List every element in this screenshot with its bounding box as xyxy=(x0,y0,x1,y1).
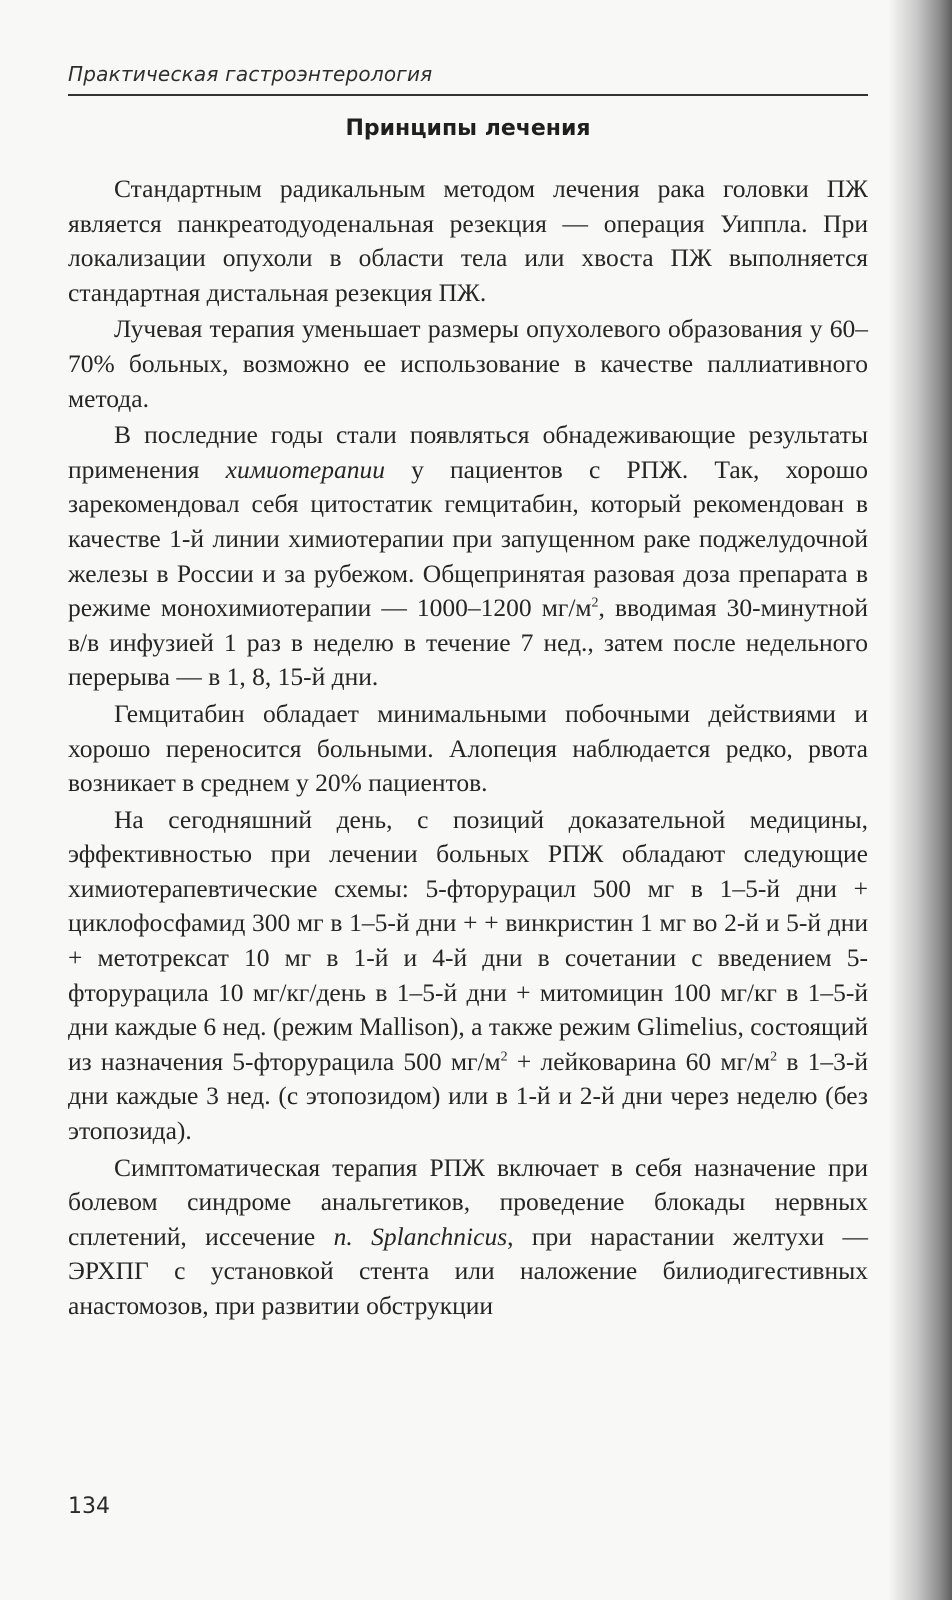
header-rule xyxy=(68,94,868,96)
superscript: 2 xyxy=(500,1049,508,1065)
body-text xyxy=(68,172,868,1326)
running-head: Практическая гастроэнтерология xyxy=(68,62,433,86)
spine-shadow xyxy=(888,0,952,1600)
text-run: , при нарастании желтухи — ЭРХПГ с установкой стента или наложение билиодигестивных анастомозов, при развитии обструкции xyxy=(68,1221,868,1320)
paragraph-surgery: Стандартным радикальным методом лечения рака головки ПЖ является панкреатодуоденальная резекция — операция Уиппла. При локализации опухоли в области тела или хвоста ПЖ выполняется стандартная дистальная резекция ПЖ. xyxy=(68,174,868,307)
italic-term: химиотерапии xyxy=(225,454,385,484)
paragraph-radiation: Лучевая терапия уменьшает размеры опухолевого образования у 60–70% больных, возможно ее использование в качестве паллиативного метода. xyxy=(68,314,868,413)
italic-term: n. Splanchnicus xyxy=(333,1221,508,1251)
paragraph-symptomatic xyxy=(68,1151,868,1324)
text-run: + лейковарина 60 мг/м xyxy=(507,1046,771,1076)
superscript: 2 xyxy=(770,1049,778,1065)
text-run: Симптоматическая терапия РПЖ включает в себя назначение при болевом синдроме анальгетиков, проведение блокады нервных сплетений, иссечение xyxy=(68,1152,868,1251)
paragraph-regimens xyxy=(68,803,868,1149)
text-run: В последние годы стали появляться обнадеживающие результаты применения xyxy=(68,420,868,484)
section-title: Принципы лечения xyxy=(345,116,591,141)
superscript: 2 xyxy=(591,595,599,611)
text-run: в 1–3-й дни каждые 3 нед. (с этопозидом) или в 1-й и 2-й дни через неделю (без этопозида). xyxy=(68,1046,868,1146)
text-run: , вводимая 30-минутной в/в инфузией 1 раз в неделю в течение 7 нед., затем после недельного перерыва — в 1, 8, 15-й дни. xyxy=(68,593,868,692)
paragraph-gemcitabine: Гемцитабин обладает минимальными побочными действиями и хорошо переносится больными. Алопеция наблюдается редко, рвота возникает в среднем у 20% пациентов. xyxy=(68,698,868,798)
text-run: На сегодняшний день, с позиций доказательной медицины, эффективностью при лечении больных РПЖ обладают следующие химиотерапевтические схемы: 5-фторурацил 500 мг в 1–5-й дни + циклофосфамид 300 мг в 1–5-й дни + + винкристин 1 мг во 2-й и 5-й дни + метотрексат 10 мг в 1-й и 4-й дни в сочетании с введением 5-фторурацила 10 мг/кг/день в 1–5-й дни + митомицин 100 мг/кг в 1–5-й дни каждые 6 нед. (режим Mallison), а также режим Glimelius, состоящий из назначения 5-фторурацила 500 мг/м xyxy=(68,804,868,1076)
text-run: у пациентов с РПЖ. Так, хорошо зарекомендовал себя цитостатик гемцитабин, который рекомендован в качестве 1-й линии химиотерапии при запущенном раке поджелудочной железы в России и за рубежом. Общепринятая разовая доза препарата в режиме монохимиотерапии — 1000–1200 мг/м xyxy=(68,454,868,623)
page-number: 134 xyxy=(68,1494,110,1519)
paragraph-chemotherapy xyxy=(68,418,868,695)
